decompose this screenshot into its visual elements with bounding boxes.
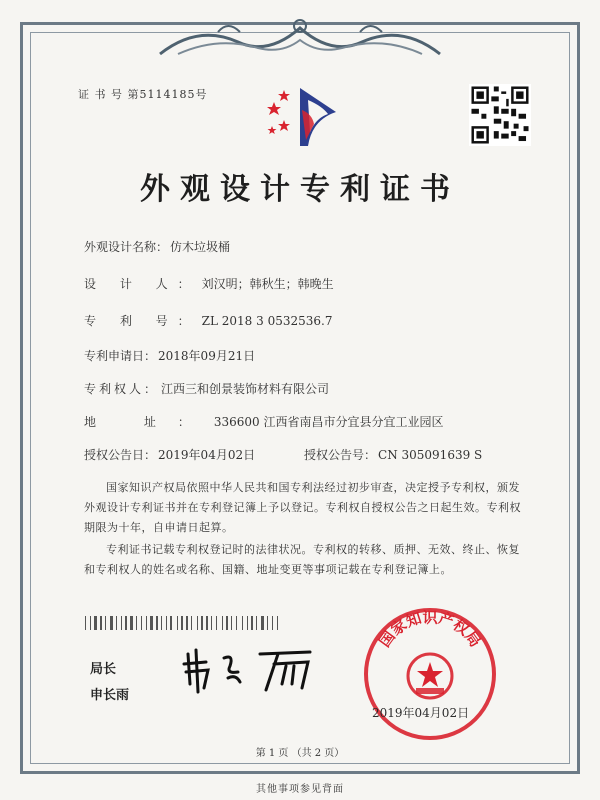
barcode-stripe bbox=[170, 616, 172, 630]
barcode-stripe bbox=[229, 616, 230, 630]
barcode-stripe bbox=[181, 616, 183, 630]
barcode-stripe bbox=[163, 616, 165, 630]
designer-label: 设 计 人： bbox=[84, 277, 200, 291]
barcode-stripe bbox=[233, 616, 235, 630]
barcode-stripe bbox=[121, 616, 122, 630]
filing-date-row bbox=[84, 347, 255, 364]
barcode-stripe bbox=[150, 616, 153, 630]
address-value: 336600 江西省南昌市分宜县分宜工业园区 bbox=[213, 415, 444, 429]
barcode-stripe bbox=[186, 616, 188, 630]
design-name-label: 外观设计名称： bbox=[84, 240, 169, 254]
certificate-title: 外观设计专利证书 bbox=[140, 172, 460, 207]
filing-date-value: 2018年09月21日 bbox=[158, 349, 256, 363]
barcode-stripe bbox=[161, 616, 162, 630]
barcode-stripe bbox=[267, 616, 268, 630]
barcode-stripe bbox=[177, 616, 178, 630]
barcode-stripe bbox=[116, 616, 117, 630]
barcode-stripe bbox=[197, 616, 198, 630]
design-name-value: 仿木垃圾桶 bbox=[170, 240, 231, 254]
address-label: 地 址： bbox=[84, 415, 212, 429]
barcode-stripe bbox=[269, 616, 271, 630]
director-name: 申长雨 bbox=[90, 688, 130, 703]
barcode-stripe bbox=[231, 616, 232, 630]
barcode-stripe bbox=[224, 616, 225, 630]
barcode-stripe bbox=[110, 616, 113, 630]
barcode-stripe bbox=[105, 616, 106, 630]
barcode-stripe bbox=[159, 616, 160, 630]
barcode-stripe bbox=[123, 616, 124, 630]
barcode-stripe bbox=[258, 616, 260, 630]
barcode-stripe bbox=[107, 616, 109, 630]
barcode-stripe bbox=[254, 616, 255, 630]
svg-text:国家知识产权局 bbox=[375, 608, 484, 650]
barcode-stripe bbox=[189, 616, 190, 630]
page-number: 第 1 页 （共 2 页） bbox=[255, 748, 345, 759]
barcode-stripe bbox=[87, 616, 89, 630]
barcode-stripe bbox=[211, 616, 212, 630]
patentee-value: 江西三和创景装饰材料有限公司 bbox=[161, 382, 330, 396]
barcode-stripe bbox=[141, 616, 142, 630]
grant-number-label: 授权公告号： bbox=[304, 448, 377, 462]
barcode-stripe bbox=[100, 616, 102, 630]
barcode-stripe bbox=[251, 616, 253, 630]
barcode-stripe bbox=[130, 616, 133, 630]
back-note: 其他事项参见背面 bbox=[256, 784, 344, 795]
qr-code bbox=[469, 84, 531, 146]
barcode-stripe bbox=[242, 616, 243, 630]
director-signature bbox=[178, 644, 328, 694]
barcode-stripe bbox=[94, 616, 97, 630]
grant-number-value: CN 305091639 S bbox=[378, 448, 483, 462]
barcode-stripe bbox=[209, 616, 210, 630]
patent-number-label: 专 利 号： bbox=[84, 314, 200, 328]
official-seal bbox=[362, 606, 498, 742]
barcode-stripe bbox=[148, 616, 149, 630]
barcode-stripe bbox=[114, 616, 115, 630]
grant-statement: 国家知识产权局依照中华人民共和国专利法经过初步审查，决定授予专利权，颁发外观设计专利证书并在专利登记簿上予以登记。专利权自授权公告之日起生效。专利权期限为十年，自申请日起算。 bbox=[84, 481, 521, 534]
seal-text: 国家知识产权局 bbox=[375, 608, 485, 651]
grant-date-label: 授权公告日： bbox=[84, 448, 157, 462]
barcode-stripe bbox=[193, 616, 196, 630]
seal-date: 2019年04月02日 bbox=[372, 706, 470, 720]
top-ornament bbox=[158, 14, 442, 60]
barcode-stripe bbox=[154, 616, 155, 630]
barcode-stripe bbox=[143, 616, 145, 630]
barcode-stripe bbox=[277, 616, 278, 630]
barcode-stripe bbox=[201, 616, 203, 630]
barcode bbox=[85, 616, 330, 630]
barcode-stripe bbox=[272, 616, 273, 630]
barcode-stripe bbox=[218, 616, 221, 630]
grant-date-row bbox=[84, 446, 255, 463]
barcode-stripe bbox=[247, 616, 248, 630]
barcode-stripe bbox=[166, 616, 167, 630]
barcode-stripe bbox=[118, 616, 120, 630]
barcode-stripe bbox=[261, 616, 264, 630]
address-row bbox=[84, 413, 443, 430]
barcode-stripe bbox=[90, 616, 91, 630]
barcode-stripe bbox=[146, 616, 147, 630]
barcode-stripe bbox=[134, 616, 135, 630]
barcode-stripe bbox=[236, 616, 237, 630]
barcode-stripe bbox=[256, 616, 257, 630]
patent-number-value: ZL 2018 3 0532536.7 bbox=[201, 314, 333, 328]
barcode-stripe bbox=[279, 616, 280, 630]
certificate-number: 证 书 号 第5114185号 bbox=[78, 88, 208, 101]
barcode-stripe bbox=[204, 616, 205, 630]
barcode-stripe bbox=[168, 616, 169, 630]
patentee-row bbox=[84, 380, 329, 397]
barcode-stripe bbox=[85, 616, 86, 630]
barcode-stripe bbox=[173, 616, 176, 630]
barcode-stripe bbox=[238, 616, 241, 630]
barcode-stripe bbox=[125, 616, 127, 630]
barcode-stripe bbox=[249, 616, 250, 630]
barcode-stripe bbox=[244, 616, 246, 630]
barcode-stripe bbox=[92, 616, 93, 630]
barcode-stripe bbox=[138, 616, 140, 630]
barcode-stripe bbox=[226, 616, 228, 630]
grant-number-row bbox=[304, 446, 482, 463]
barcode-stripe bbox=[274, 616, 276, 630]
barcode-stripe bbox=[206, 616, 208, 630]
barcode-stripe bbox=[128, 616, 129, 630]
barcode-stripe bbox=[136, 616, 137, 630]
designer-value: 刘汉明；韩秋生；韩晚生 bbox=[201, 277, 334, 291]
director-title: 局长 bbox=[90, 662, 117, 677]
barcode-stripe bbox=[213, 616, 215, 630]
patentee-label: 专利权人： bbox=[84, 382, 160, 396]
design-name-row bbox=[84, 238, 230, 255]
barcode-stripe bbox=[222, 616, 223, 630]
cnipa-logo bbox=[262, 80, 346, 152]
patent-number-row bbox=[84, 312, 332, 329]
barcode-stripe bbox=[98, 616, 99, 630]
barcode-stripe bbox=[199, 616, 200, 630]
barcode-stripe bbox=[179, 616, 180, 630]
barcode-stripe bbox=[184, 616, 185, 630]
filing-date-label: 专利申请日： bbox=[84, 349, 157, 363]
barcode-stripe bbox=[191, 616, 192, 630]
designer-row bbox=[84, 275, 334, 292]
barcode-stripe bbox=[216, 616, 217, 630]
barcode-stripe bbox=[156, 616, 158, 630]
barcode-stripe bbox=[265, 616, 266, 630]
legal-status-note: 专利证书记载专利权登记时的法律状况。专利权的转移、质押、无效、终止、恢复和专利权人的姓名或名称、国籍、地址变更等事项记载在专利登记簿上。 bbox=[84, 543, 520, 576]
grant-date-value: 2019年04月02日 bbox=[158, 448, 256, 462]
barcode-stripe bbox=[103, 616, 104, 630]
